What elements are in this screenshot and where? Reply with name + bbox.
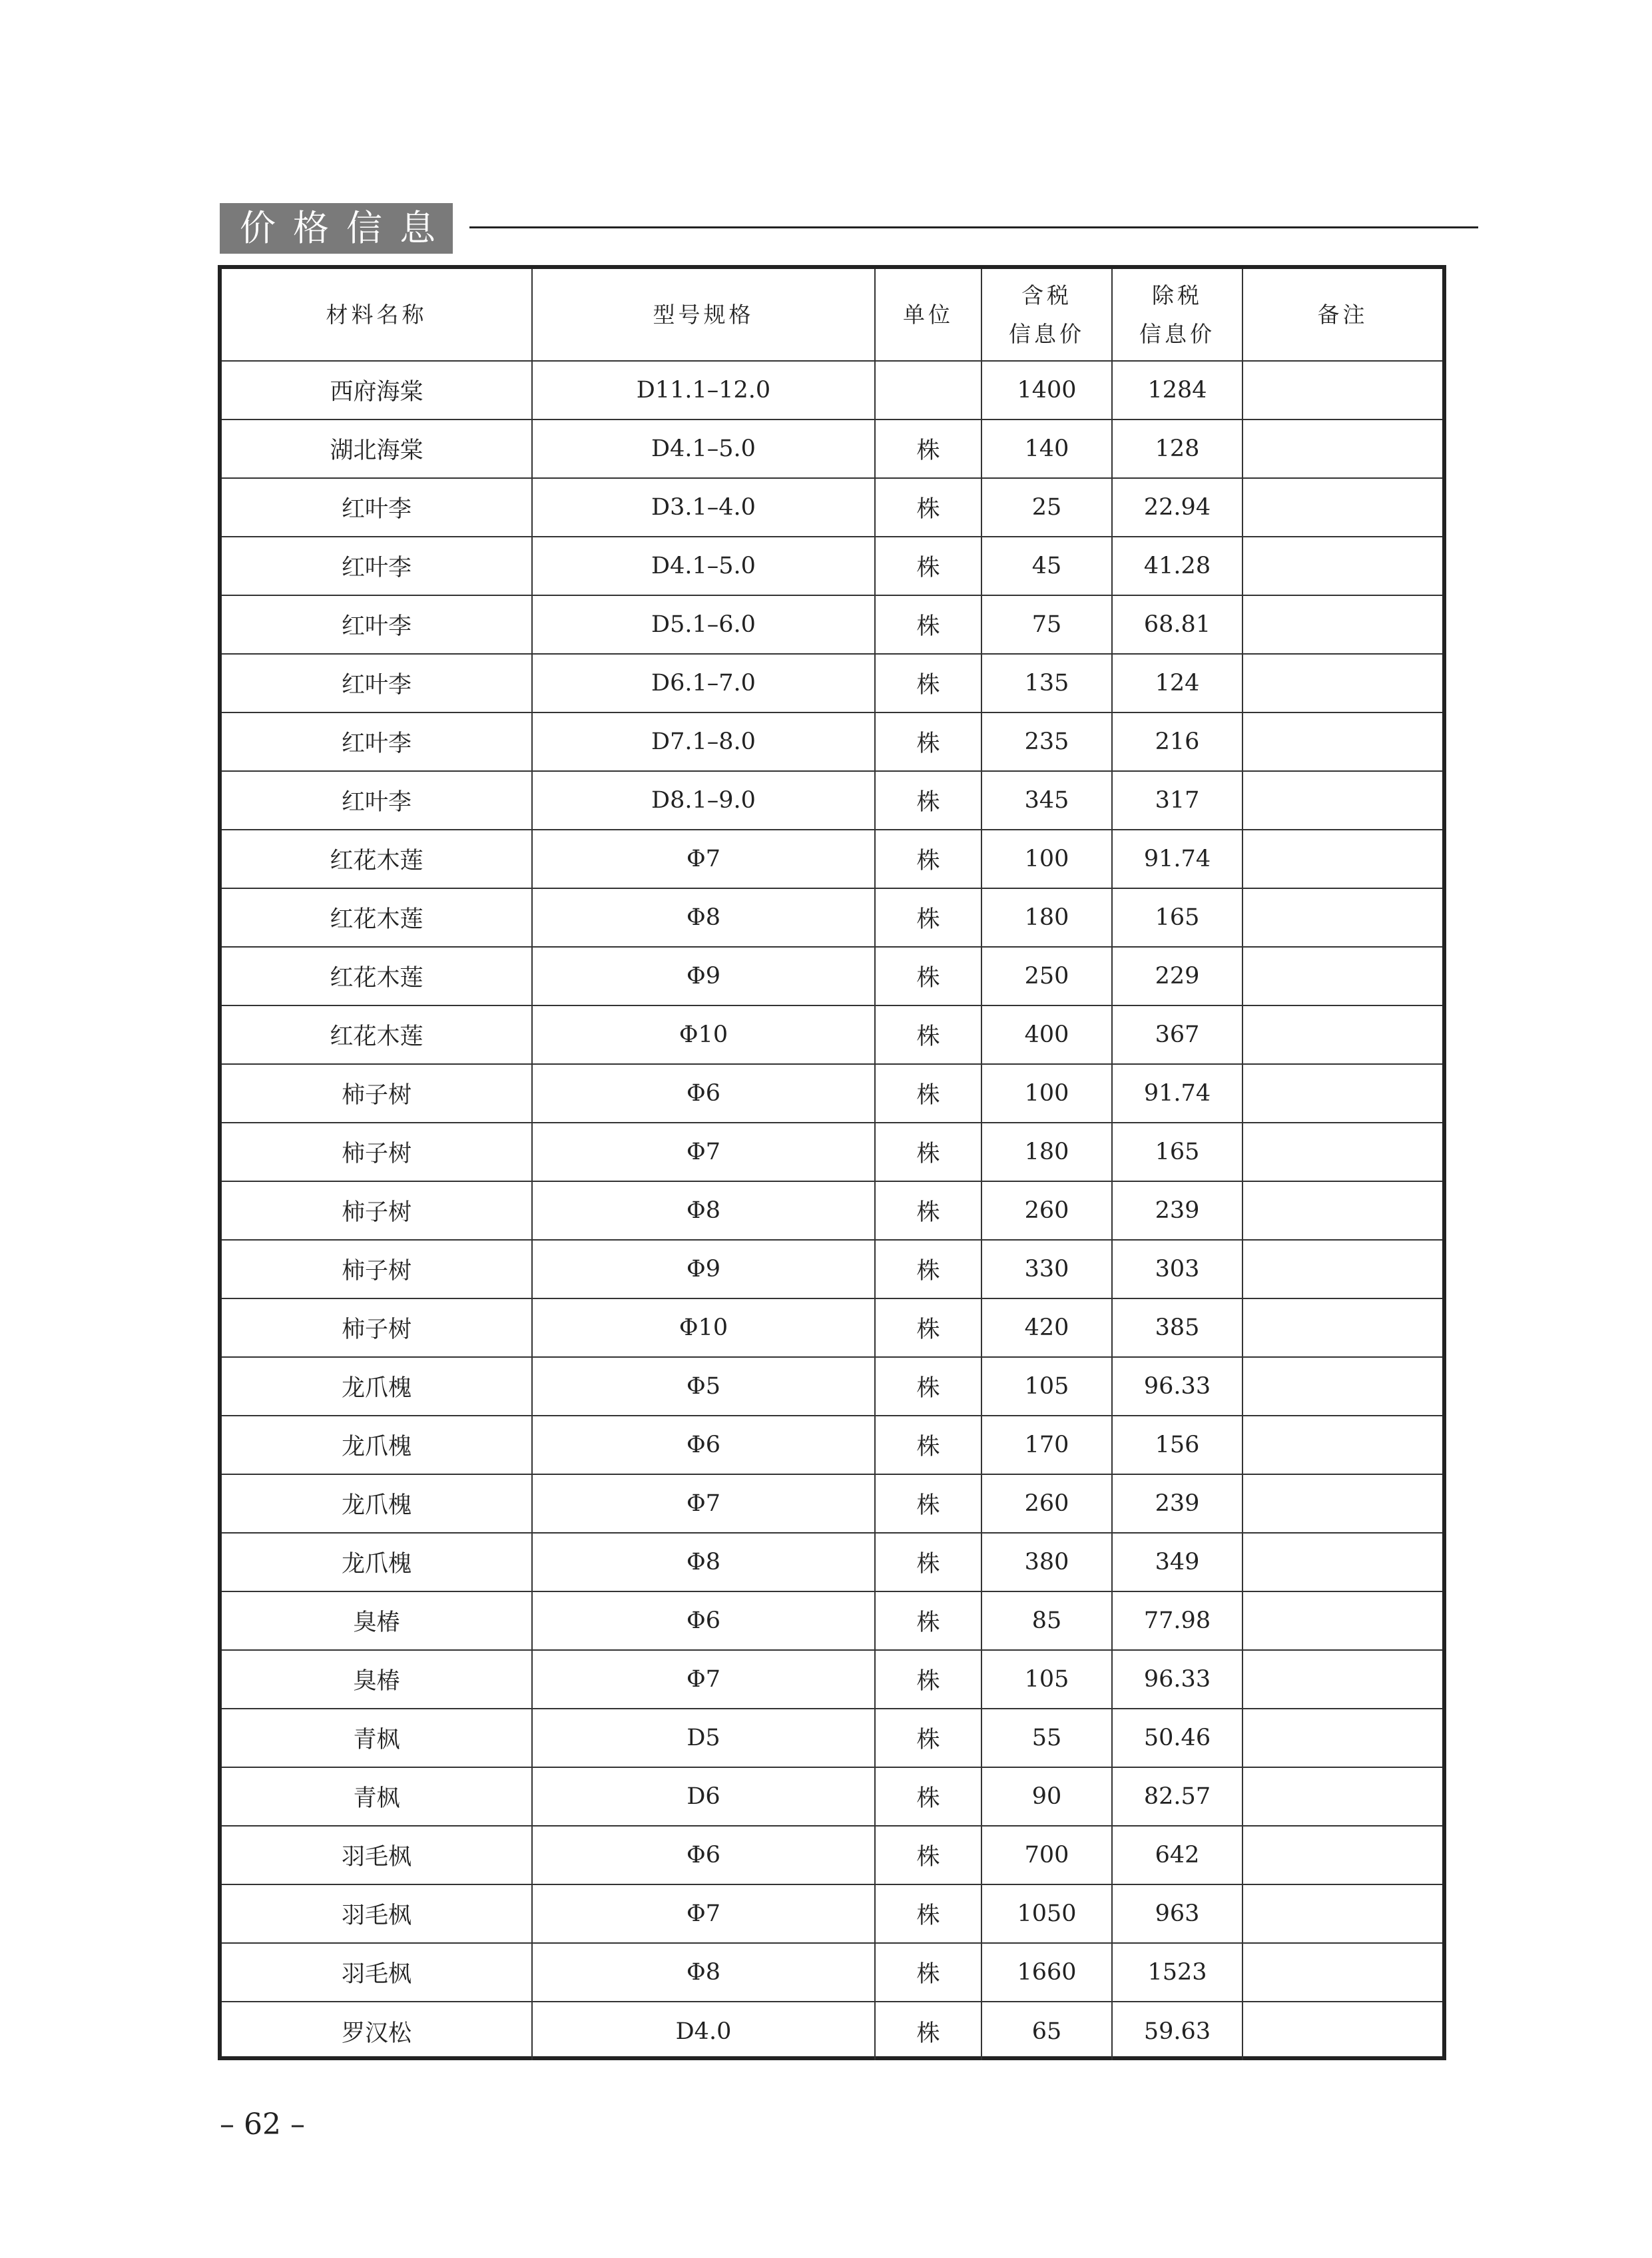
cell-unit: 株 — [875, 2002, 981, 2060]
table-row — [222, 1123, 1442, 1181]
cell-material-name: 柿子树 — [222, 1298, 532, 1357]
cell-spec: D4.1–5.0 — [532, 537, 875, 595]
cell-unit: 株 — [875, 654, 981, 712]
cell-remarks — [1242, 1240, 1442, 1298]
cell-material-name: 红叶李 — [222, 771, 532, 830]
cell-price-incl-tax: 1400 — [981, 361, 1112, 420]
cell-unit: 株 — [875, 1533, 981, 1591]
cell-material-name: 红花木莲 — [222, 1005, 532, 1064]
cell-material-name: 柿子树 — [222, 1240, 532, 1298]
section-title: 价格信息 — [220, 203, 453, 254]
table-row — [222, 1591, 1442, 1650]
table-row — [222, 537, 1442, 595]
cell-spec: Φ8 — [532, 1943, 875, 2002]
cell-price-incl-tax: 345 — [981, 771, 1112, 830]
table-row — [222, 1650, 1442, 1709]
cell-price-incl-tax: 1660 — [981, 1943, 1112, 2002]
cell-material-name: 柿子树 — [222, 1123, 532, 1181]
cell-price-incl-tax: 140 — [981, 420, 1112, 478]
cell-unit: 株 — [875, 1826, 981, 1884]
table-row — [222, 888, 1442, 947]
header-spec: 型号规格 — [532, 269, 875, 361]
cell-price-excl-tax: 642 — [1112, 1826, 1242, 1884]
cell-remarks — [1242, 1064, 1442, 1123]
cell-spec: Φ6 — [532, 1416, 875, 1474]
cell-remarks — [1242, 771, 1442, 830]
cell-material-name: 羽毛枫 — [222, 1943, 532, 2002]
table-row — [222, 947, 1442, 1005]
cell-spec: Φ7 — [532, 1123, 875, 1181]
cell-spec: Φ5 — [532, 1357, 875, 1416]
cell-spec: Φ8 — [532, 1181, 875, 1240]
cell-material-name: 罗汉松 — [222, 2002, 532, 2060]
cell-price-excl-tax: 367 — [1112, 1005, 1242, 1064]
table-row — [222, 1181, 1442, 1240]
cell-price-incl-tax: 25 — [981, 478, 1112, 537]
cell-price-excl-tax: 1284 — [1112, 361, 1242, 420]
cell-price-excl-tax: 303 — [1112, 1240, 1242, 1298]
cell-price-incl-tax: 235 — [981, 712, 1112, 771]
cell-spec: Φ6 — [532, 1591, 875, 1650]
cell-unit: 株 — [875, 712, 981, 771]
cell-price-incl-tax: 260 — [981, 1474, 1112, 1533]
cell-price-incl-tax: 180 — [981, 1123, 1112, 1181]
cell-remarks — [1242, 1650, 1442, 1709]
table-row — [222, 830, 1442, 888]
cell-unit: 株 — [875, 1474, 981, 1533]
cell-price-incl-tax: 85 — [981, 1591, 1112, 1650]
cell-price-excl-tax: 349 — [1112, 1533, 1242, 1591]
cell-unit: 株 — [875, 771, 981, 830]
cell-material-name: 青枫 — [222, 1709, 532, 1767]
cell-remarks — [1242, 1298, 1442, 1357]
cell-price-excl-tax: 50.46 — [1112, 1709, 1242, 1767]
cell-price-excl-tax: 963 — [1112, 1884, 1242, 1943]
cell-price-excl-tax: 22.94 — [1112, 478, 1242, 537]
cell-price-excl-tax: 82.57 — [1112, 1767, 1242, 1826]
cell-spec: D3.1–4.0 — [532, 478, 875, 537]
cell-remarks — [1242, 537, 1442, 595]
cell-unit: 株 — [875, 1416, 981, 1474]
cell-material-name: 羽毛枫 — [222, 1884, 532, 1943]
cell-price-incl-tax: 100 — [981, 830, 1112, 888]
table-row — [222, 1298, 1442, 1357]
header-price-incl-line2: 信息价 — [1009, 320, 1085, 347]
cell-spec: D5.1–6.0 — [532, 595, 875, 654]
cell-unit: 株 — [875, 1767, 981, 1826]
table-row — [222, 1767, 1442, 1826]
cell-remarks — [1242, 888, 1442, 947]
cell-unit: 株 — [875, 1005, 981, 1064]
cell-price-excl-tax: 317 — [1112, 771, 1242, 830]
cell-spec: D11.1–12.0 — [532, 361, 875, 420]
cell-price-incl-tax: 170 — [981, 1416, 1112, 1474]
cell-price-excl-tax: 229 — [1112, 947, 1242, 1005]
cell-remarks — [1242, 1884, 1442, 1943]
cell-unit: 株 — [875, 1709, 981, 1767]
table-row — [222, 1357, 1442, 1416]
cell-unit: 株 — [875, 1123, 981, 1181]
cell-unit: 株 — [875, 888, 981, 947]
cell-remarks — [1242, 947, 1442, 1005]
cell-price-incl-tax: 700 — [981, 1826, 1112, 1884]
cell-price-excl-tax: 96.33 — [1112, 1357, 1242, 1416]
cell-spec: Φ7 — [532, 1884, 875, 1943]
cell-spec: Φ7 — [532, 830, 875, 888]
cell-spec: Φ7 — [532, 1650, 875, 1709]
cell-spec: Φ9 — [532, 947, 875, 1005]
cell-material-name: 柿子树 — [222, 1064, 532, 1123]
cell-material-name: 湖北海棠 — [222, 420, 532, 478]
cell-price-excl-tax: 59.63 — [1112, 2002, 1242, 2060]
cell-spec: Φ8 — [532, 1533, 875, 1591]
table-header-row — [222, 269, 1442, 361]
header-price-excl-line1: 除税 — [1152, 282, 1203, 308]
cell-spec: Φ10 — [532, 1298, 875, 1357]
cell-price-excl-tax: 68.81 — [1112, 595, 1242, 654]
cell-price-incl-tax: 55 — [981, 1709, 1112, 1767]
cell-unit: 株 — [875, 1943, 981, 2002]
cell-spec: Φ6 — [532, 1826, 875, 1884]
cell-remarks — [1242, 420, 1442, 478]
cell-unit: 株 — [875, 537, 981, 595]
cell-material-name: 龙爪槐 — [222, 1474, 532, 1533]
page-number: – 62 – — [220, 2108, 305, 2141]
cell-spec: Φ10 — [532, 1005, 875, 1064]
cell-price-excl-tax: 239 — [1112, 1474, 1242, 1533]
cell-spec: D7.1–8.0 — [532, 712, 875, 771]
cell-price-excl-tax: 216 — [1112, 712, 1242, 771]
cell-unit: 株 — [875, 1298, 981, 1357]
cell-remarks — [1242, 1416, 1442, 1474]
cell-spec: D4.1–5.0 — [532, 420, 875, 478]
table-row — [222, 1943, 1442, 2002]
cell-material-name: 红叶李 — [222, 654, 532, 712]
header-divider — [469, 226, 1478, 228]
table-row — [222, 1533, 1442, 1591]
cell-price-incl-tax: 100 — [981, 1064, 1112, 1123]
table-row — [222, 361, 1442, 420]
table-row — [222, 2002, 1442, 2060]
header-remarks: 备注 — [1242, 269, 1442, 361]
cell-unit: 株 — [875, 420, 981, 478]
header-price-incl-tax — [981, 269, 1112, 361]
cell-remarks — [1242, 1943, 1442, 2002]
cell-material-name: 柿子树 — [222, 1181, 532, 1240]
header-unit: 单位 — [875, 269, 981, 361]
cell-remarks — [1242, 1826, 1442, 1884]
cell-remarks — [1242, 478, 1442, 537]
cell-material-name: 红叶李 — [222, 595, 532, 654]
cell-material-name: 龙爪槐 — [222, 1416, 532, 1474]
cell-spec: D4.0 — [532, 2002, 875, 2060]
table-row — [222, 1884, 1442, 1943]
cell-unit — [875, 361, 981, 420]
cell-remarks — [1242, 712, 1442, 771]
cell-price-excl-tax: 77.98 — [1112, 1591, 1242, 1650]
cell-price-incl-tax: 90 — [981, 1767, 1112, 1826]
cell-remarks — [1242, 1357, 1442, 1416]
cell-unit: 株 — [875, 1650, 981, 1709]
cell-unit: 株 — [875, 1181, 981, 1240]
table-row — [222, 1005, 1442, 1064]
cell-remarks — [1242, 2002, 1442, 2060]
cell-price-incl-tax: 75 — [981, 595, 1112, 654]
cell-price-excl-tax: 239 — [1112, 1181, 1242, 1240]
cell-price-incl-tax: 260 — [981, 1181, 1112, 1240]
table-row — [222, 420, 1442, 478]
cell-price-incl-tax: 330 — [981, 1240, 1112, 1298]
cell-price-incl-tax: 380 — [981, 1533, 1112, 1591]
table-row — [222, 1416, 1442, 1474]
cell-price-incl-tax: 105 — [981, 1357, 1112, 1416]
cell-remarks — [1242, 1591, 1442, 1650]
cell-unit: 株 — [875, 947, 981, 1005]
cell-material-name: 龙爪槐 — [222, 1357, 532, 1416]
table-row — [222, 595, 1442, 654]
cell-remarks — [1242, 1005, 1442, 1064]
cell-spec: D8.1–9.0 — [532, 771, 875, 830]
cell-price-excl-tax: 165 — [1112, 1123, 1242, 1181]
cell-unit: 株 — [875, 1240, 981, 1298]
cell-material-name: 西府海棠 — [222, 361, 532, 420]
table-row — [222, 771, 1442, 830]
cell-remarks — [1242, 1123, 1442, 1181]
cell-spec: Φ8 — [532, 888, 875, 947]
cell-unit: 株 — [875, 830, 981, 888]
cell-price-incl-tax: 180 — [981, 888, 1112, 947]
cell-price-excl-tax: 124 — [1112, 654, 1242, 712]
table-row — [222, 1709, 1442, 1767]
table-row — [222, 1474, 1442, 1533]
cell-material-name: 青枫 — [222, 1767, 532, 1826]
header-price-excl-tax — [1112, 269, 1242, 361]
cell-material-name: 龙爪槐 — [222, 1533, 532, 1591]
cell-price-incl-tax: 250 — [981, 947, 1112, 1005]
cell-material-name: 臭椿 — [222, 1591, 532, 1650]
table-row — [222, 1064, 1442, 1123]
header-price-incl-line1: 含税 — [1021, 282, 1072, 308]
cell-price-excl-tax: 91.74 — [1112, 1064, 1242, 1123]
cell-price-excl-tax: 96.33 — [1112, 1650, 1242, 1709]
cell-unit: 株 — [875, 1357, 981, 1416]
cell-price-incl-tax: 400 — [981, 1005, 1112, 1064]
cell-remarks — [1242, 361, 1442, 420]
cell-unit: 株 — [875, 478, 981, 537]
cell-material-name: 红花木莲 — [222, 830, 532, 888]
header-material-name: 材料名称 — [222, 269, 532, 361]
cell-price-incl-tax: 45 — [981, 537, 1112, 595]
table-body — [222, 361, 1442, 2060]
cell-material-name: 羽毛枫 — [222, 1826, 532, 1884]
cell-price-incl-tax: 105 — [981, 1650, 1112, 1709]
cell-price-incl-tax: 65 — [981, 2002, 1112, 2060]
cell-remarks — [1242, 1181, 1442, 1240]
cell-unit: 株 — [875, 595, 981, 654]
cell-remarks — [1242, 1709, 1442, 1767]
table-row — [222, 654, 1442, 712]
table-row — [222, 712, 1442, 771]
cell-remarks — [1242, 1767, 1442, 1826]
cell-price-excl-tax: 165 — [1112, 888, 1242, 947]
cell-spec: D6.1–7.0 — [532, 654, 875, 712]
price-table — [218, 265, 1446, 2060]
cell-price-excl-tax: 156 — [1112, 1416, 1242, 1474]
cell-material-name: 红叶李 — [222, 712, 532, 771]
cell-material-name: 红叶李 — [222, 537, 532, 595]
cell-price-excl-tax: 1523 — [1112, 1943, 1242, 2002]
cell-remarks — [1242, 595, 1442, 654]
cell-price-excl-tax: 128 — [1112, 420, 1242, 478]
cell-price-excl-tax: 91.74 — [1112, 830, 1242, 888]
cell-remarks — [1242, 1474, 1442, 1533]
cell-remarks — [1242, 654, 1442, 712]
cell-material-name: 红花木莲 — [222, 888, 532, 947]
header-price-excl-line2: 信息价 — [1139, 320, 1215, 347]
cell-spec: Φ6 — [532, 1064, 875, 1123]
cell-unit: 株 — [875, 1884, 981, 1943]
cell-remarks — [1242, 1533, 1442, 1591]
cell-unit: 株 — [875, 1591, 981, 1650]
cell-material-name: 臭椿 — [222, 1650, 532, 1709]
cell-price-excl-tax: 41.28 — [1112, 537, 1242, 595]
cell-spec: D6 — [532, 1767, 875, 1826]
table-row — [222, 478, 1442, 537]
cell-price-incl-tax: 420 — [981, 1298, 1112, 1357]
cell-unit: 株 — [875, 1064, 981, 1123]
cell-material-name: 红花木莲 — [222, 947, 532, 1005]
table-row — [222, 1826, 1442, 1884]
cell-remarks — [1242, 830, 1442, 888]
cell-material-name: 红叶李 — [222, 478, 532, 537]
cell-spec: D5 — [532, 1709, 875, 1767]
cell-price-excl-tax: 385 — [1112, 1298, 1242, 1357]
cell-price-incl-tax: 135 — [981, 654, 1112, 712]
cell-spec: Φ9 — [532, 1240, 875, 1298]
cell-spec: Φ7 — [532, 1474, 875, 1533]
table-row — [222, 1240, 1442, 1298]
cell-price-incl-tax: 1050 — [981, 1884, 1112, 1943]
